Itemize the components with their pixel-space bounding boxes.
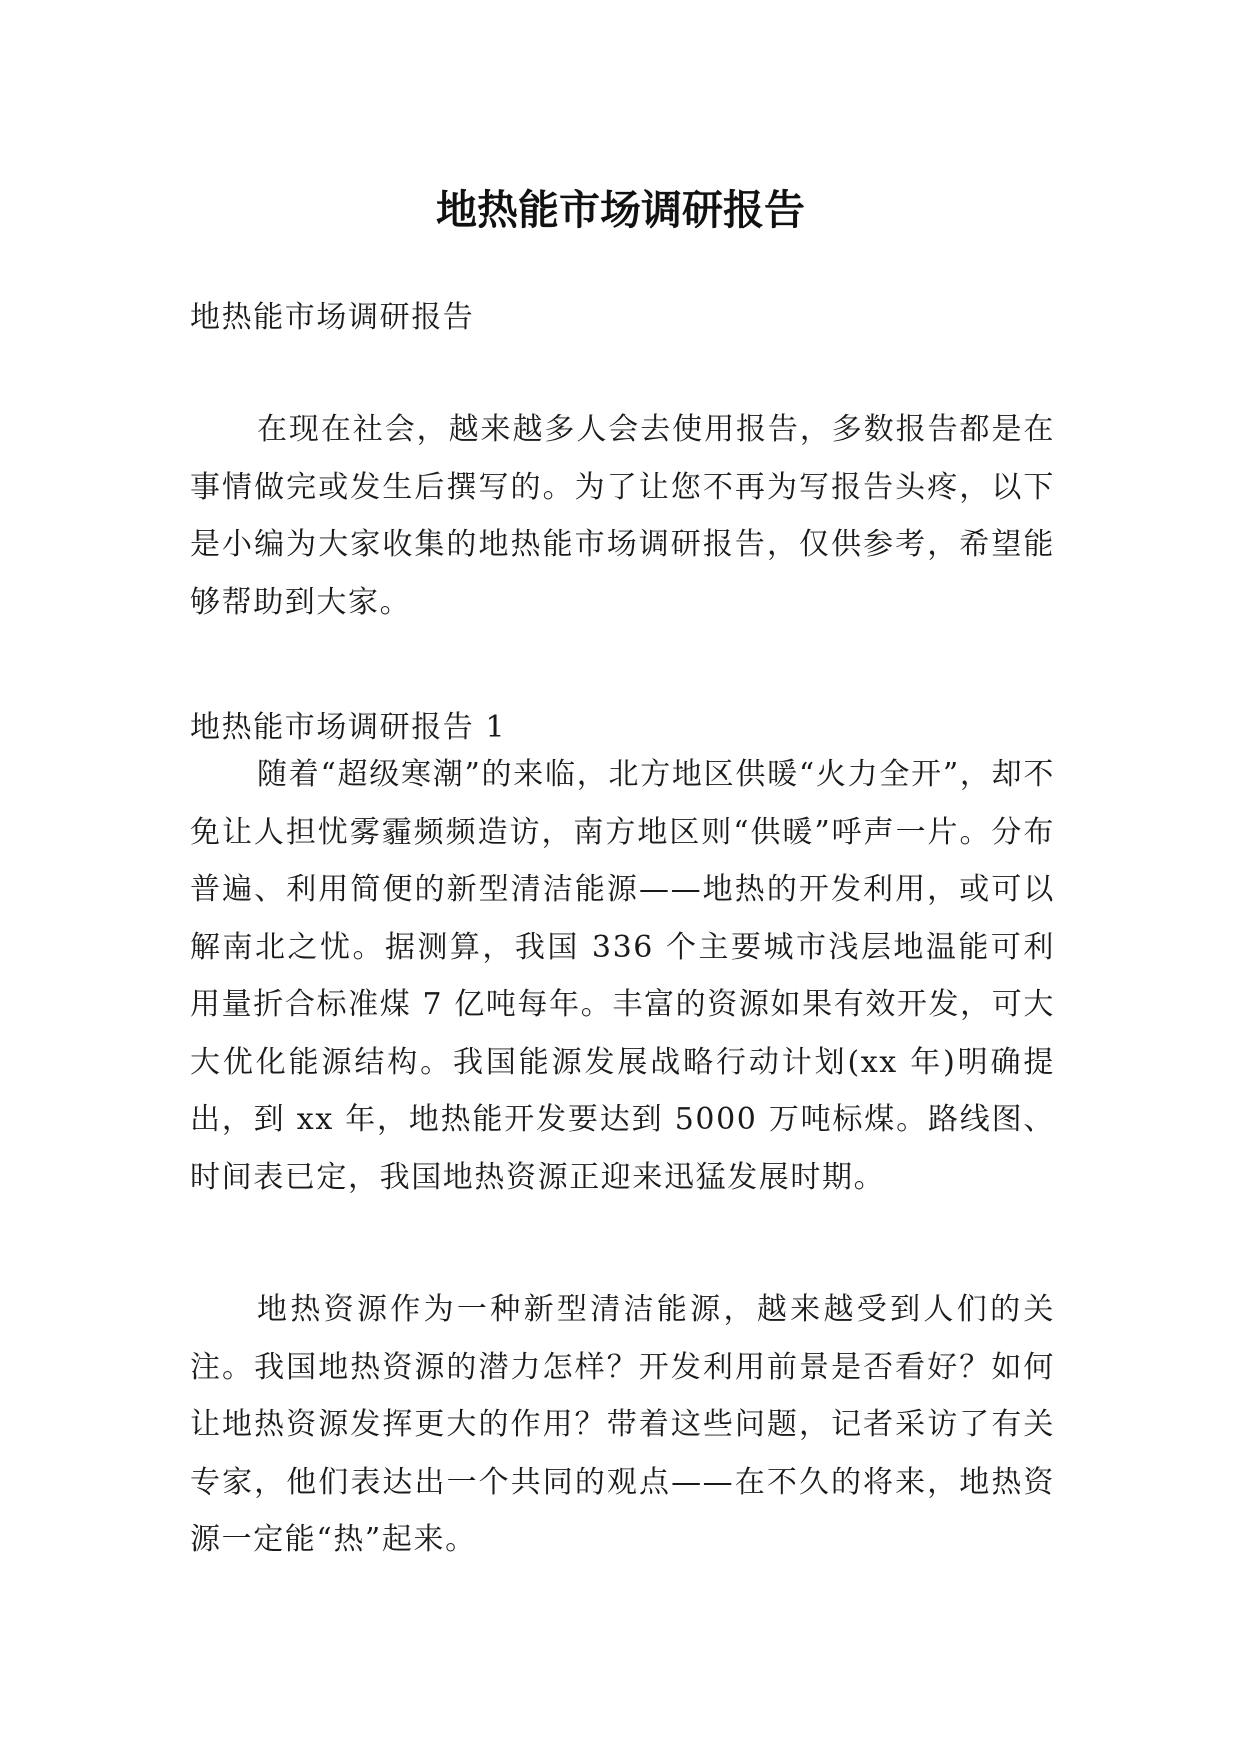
intro-paragraph: 在现在社会，越来越多人会去使用报告，多数报告都是在事情做完或发生后撰写的。为了让您不再为写报告头疼，以下是小编为大家收集的地热能市场调研报告，仅供参考，希望能够帮助到大家。 (190, 412, 1055, 620)
document-subtitle: 地热能市场调研报告 (190, 300, 475, 335)
body-paragraph: 随着“超级寒潮”的来临，北方地区供暖“火力全开”，却不免让人担忧雾霾频频造访，南方地区则“供暖”呼声一片。分布普遍、利用简便的新型清洁能源——地热的开发利用，或可以解南北之忧。据测算，我国 336 个主要城市浅层地温能可利用量折合标准煤 7 亿吨每年。丰富的资源如果有效开发，可大大优化能源结构。我国能源发展战略行动计划(xx 年)明确提出，到 xx 年，地热能开发要达到 5000 万吨标煤。路线图、时间表已定，我国地热资源正迎来迅猛发展时期。 (190, 757, 1055, 1195)
body-paragraph: 地热资源作为一种新型清洁能源，越来越受到人们的关注。我国地热资源的潜力怎样？开发利用前景是否看好？如何让地热资源发挥更大的作用？带着这些问题，记者采访了有关专家，他们表达出一个共同的观点——在不久的将来，地热资源一定能“热”起来。 (190, 1292, 1055, 1557)
document-title: 地热能市场调研报告 (436, 186, 805, 235)
section-heading: 地热能市场调研报告 1 (190, 710, 507, 745)
